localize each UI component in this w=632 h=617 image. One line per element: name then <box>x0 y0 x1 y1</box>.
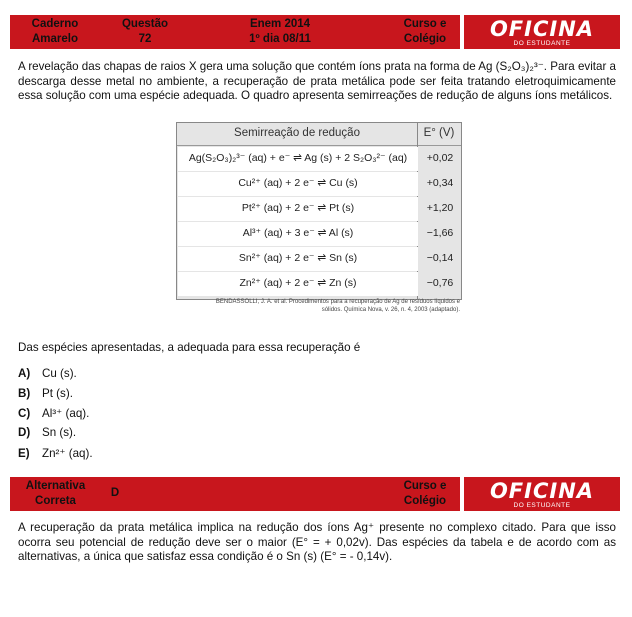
question-text: A revelação das chapas de raios X gera uma solução que contém íons prata na forma de Ag (S₂O₃)₂³⁻. Para evitar a descarga desse metal no ambiente, a recuperação de prata metálica pode ser feita tratando eletroquimicamente essa solução com uma espécie adequada. O quadro apresenta semirreações de redução de alguns íons metálicos. <box>18 60 616 102</box>
logo-brand: OFICINA <box>489 17 595 41</box>
reaction-cell: Cu²⁺ (aq) + 2 e⁻ ⇌ Cu (s) <box>238 177 358 189</box>
curso-line2: Colégio <box>403 495 447 507</box>
logo-sub: DO ESTUDANTE <box>513 40 571 47</box>
table-row <box>178 222 418 246</box>
table-row <box>178 247 418 271</box>
caption-line2: sólidos. Química Nova, v. 26, n. 4, 2003 (adaptado). <box>321 307 460 313</box>
reaction-cell: Pt²⁺ (aq) + 2 e⁻ ⇌ Pt (s) <box>241 202 355 214</box>
question-prompt: Das espécies apresentadas, a adequada para essa recuperação é <box>18 341 361 354</box>
table-row <box>178 197 418 221</box>
potential-cell: +0,02 <box>426 152 454 164</box>
questao-value: 72 <box>138 33 152 45</box>
answer-label-line1: Alternativa <box>25 480 86 492</box>
option-text: Sn (s). <box>42 426 77 439</box>
answer-label-block <box>18 479 93 509</box>
header-potential: E° (V) <box>423 127 455 139</box>
logo-brand: OFICINA <box>489 479 595 503</box>
oficina-logo <box>464 477 620 511</box>
option-e[interactable] <box>18 446 93 460</box>
option-c[interactable] <box>18 406 89 420</box>
reaction-cell: Al³⁺ (aq) + 3 e⁻ ⇌ Al (s) <box>242 227 354 239</box>
reaction-cell: Ag(S₂O₃)₂³⁻ (aq) + e⁻ ⇌ Ag (s) + 2 S₂O₃²⁻ (aq) <box>188 152 408 164</box>
curso-block <box>395 479 455 509</box>
curso-block <box>395 17 455 47</box>
logo-sub: DO ESTUDANTE <box>513 502 571 509</box>
option-letter: E) <box>18 447 30 460</box>
curso-line1: Curso e <box>403 480 447 492</box>
option-text: Al³⁺ (aq). <box>42 407 90 420</box>
option-text: Pt (s). <box>42 387 73 400</box>
reduction-table <box>176 122 462 300</box>
option-letter: A) <box>18 367 31 380</box>
reaction-cell: Sn²⁺ (aq) + 2 e⁻ ⇌ Sn (s) <box>238 252 358 264</box>
questao-label: Questão <box>121 18 168 30</box>
answer-bar <box>10 477 460 511</box>
option-b[interactable] <box>18 387 73 400</box>
option-letter: C) <box>18 407 31 420</box>
table-header <box>177 123 461 146</box>
option-a[interactable] <box>18 367 77 380</box>
option-text: Cu (s). <box>42 367 77 380</box>
potential-cell: −1,66 <box>426 227 454 239</box>
questao-block <box>110 17 180 47</box>
caderno-block <box>20 17 90 47</box>
exam-label: Enem 2014 <box>249 18 311 30</box>
header-bar <box>10 15 460 49</box>
oficina-logo <box>464 15 620 49</box>
option-letter: D) <box>18 426 31 439</box>
potential-cell: −0,76 <box>426 277 454 289</box>
potential-cell: −0,14 <box>426 252 454 264</box>
reaction-cell: Zn²⁺ (aq) + 2 e⁻ ⇌ Zn (s) <box>239 277 357 289</box>
caderno-label: Caderno <box>31 18 79 30</box>
potential-cell: +1,20 <box>426 202 454 214</box>
table-row <box>178 272 418 296</box>
caderno-value: Amarelo <box>31 33 79 45</box>
exam-block <box>225 17 335 47</box>
header-reaction: Semirreação de redução <box>234 127 360 139</box>
option-text: Zn²⁺ (aq). <box>42 447 93 460</box>
option-d[interactable] <box>18 426 76 439</box>
explanation-text: A recuperação da prata metálica implica na redução dos íons Ag⁺ presente no complexo citado. Para que isso ocorra seu potencial de redução deve ser o maior (E° = + 0,02v). Das espécies da tabela e de acordo com as alternativas, a única que satisfaz essa condição é o Sn (s) (E° = - 0,14v). <box>18 521 616 563</box>
table-row <box>178 172 418 196</box>
option-letter: B) <box>18 387 31 400</box>
answer-label-line2: Correta <box>35 495 76 507</box>
curso-line1: Curso e <box>403 18 447 30</box>
curso-line2: Colégio <box>403 33 447 45</box>
potential-cell: +0,34 <box>426 177 454 189</box>
table-caption <box>178 298 460 314</box>
caption-line1: BENDASSOLLI, J. A. et al. Procedimentos para a recuperação de Ag de resíduos líquidos e <box>215 299 460 305</box>
table-row <box>178 147 418 171</box>
answer-value: D <box>110 487 120 499</box>
exam-value: 1º dia 08/11 <box>249 33 311 45</box>
